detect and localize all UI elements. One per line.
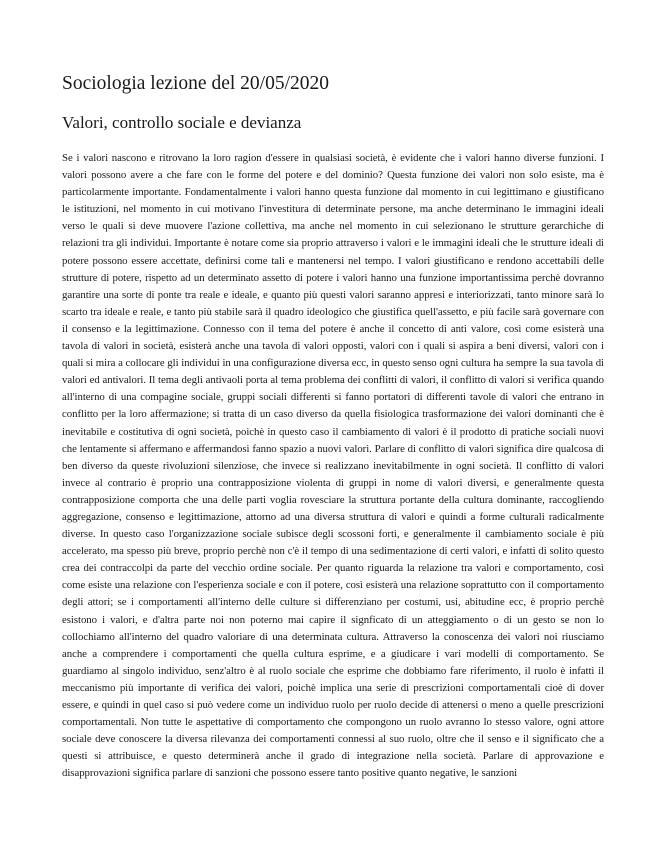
page-title: Sociologia lezione del 20/05/2020 [62, 73, 329, 94]
body-paragraph: Se i valori nascono e ritrovano la loro ragion d'essere in qualsiasi società, è evidente che i valori hanno diverse funzioni. I valori possono avere a che fare con le forme del potere e del dominio? Questa funzione dei valori non solo esiste, ma è particolarmente importante. Fondamentalmente i valori hanno questa funzione dal momento in cui legittimano e giustificano le istituzioni, nel momento in cui motivano l'investitura di determinate persone, ma anche determinano le immagini ideali verso le quali si deve muovere l'azione collettiva, ma anche nel momento in cui selezionano le strutture gerarchiche di relazioni tra gli individui. Importante è notare come sia proprio attraverso i valori e le immagini ideali che le strutture ideali di potere possono essere accettate, definirsi come tali e mantenersi nel tempo. I valori giustificano e rendono accettabili delle strutture di potere, rispetto ad un determinato assetto di potere i valori hanno una funzione importantissima perchè dovranno garantire una sorte di ponte tra reale e ideale, e quanto più questi valori saranno appresi e interiorizzati, tanto minore sarà lo scarto tra ideale e reale, e tanto più stabile sarà il quadro ideologico che giustifica quell'assetto, e più facile sarà governare con il consenso e la legittimazione. Connesso con il tema del potere è anche il concetto di anti valore, così come esisterà una tavola di valori in società, esisterà anche una tavola di valori opposti, valori con i quali si aspira a beni diversi, valori con i quali si mira a collocare gli individui in una configurazione diversa ecc, in questo senso ogni cultura ha sempre la sua tavola di valori ed antivalori. Il tema degli antivaoli porta al tema problema dei conflitti di valori, il conflitto di valori si verifica quando all'interno di una compagine sociale, gruppi sociali differenti si fanno portatori di differenti tavole di valori che entrano in conflitto per la loro affermazione; si tratta di un caso diverso da quella fisiologica trasformazione dei valori dominanti che è inevitabile e costitutiva di ogni società, poichè in questo caso il cambiamento di valori è il prodotto di pratiche sociali nuovi che lentamente si affermano e affermandosi fanno spazio a nuovi valori. Parlare di conflitto di valori significa dire qualcosa di ben diverso da queste rivoluzioni silenziose, che invece si realizzano inevitabilmente in ogni società. Il conflitto di valori invece al contrario è proprio una contrapposizione violenta di gruppi in nome di valori diversi, e generalmente questa contrapposizione comporta che una delle parti voglia rovesciare la struttura portante della cultura dominante, raccogliendo aggregazione, consenso e legittimazione, attorno ad una diversa struttura di valori e quindi a forme culturali radicalmente diverse. In questo caso l'organizzazione sociale subisce degli scossoni forti, e generalmente il cambiamento sociale è più accelerato, ma spesso più breve, proprio perchè non c'è il tempo di una sedimentazione di certi valori, e infatti di solito questo crea dei contraccolpi da parte del vecchio ordine sociale. Per quanto riguarda la relazione tra valori e comportamento, così come esiste una relazione con l'esperienza sociale e con il potere, così esisterà una relazione soprattutto con il comportamento degli attori; se i comportamenti all'interno delle culture si differenziano per costumi, usi, abitudine ecc, è proprio perchè esistono i valori, e d'altra parte noi non poterno mai capire il signficato di un atteggiamento o di un gesto se non lo collochiamo all'interno del quadro valoriare di una determinata cultura. Attraverso la conoscenza dei valori noi riusciamo anche a comprendere i comportamenti che quella cultura esprime, e a giudicare i vari modelli di comportamento. Se guardiamo al singolo individuo, senz'altro è al ruolo sociale che esprime che dobbiamo fare riferimento, il ruolo è infatti il meccanismo più importante di verifica dei valori, poichè implica una serie di prescrizioni comportamentali cioè di dover essere, e quindi in quel caso si può vedere come un individuo ruolo per ruolo decide di attenersi o meno a quelle prescrizioni comportamentali. Non tutte le aspettative di comportamento che compongono un ruolo avranno lo stesso valore, ogni attore sociale deve conoscere la diversa rilevanza dei comportamenti connessi al suo ruolo, oltre che il senso e il significato che a questi si attribuisce, e questo determinerà anche il grado di integrazione nella società. Parlare di approvazione e disapprovazioni significa parlare di sanzioni che possono essere tanto positive quanto negative, le sanzioni [62, 152, 604, 780]
section-heading: Valori, controllo sociale e devianza [62, 113, 302, 132]
